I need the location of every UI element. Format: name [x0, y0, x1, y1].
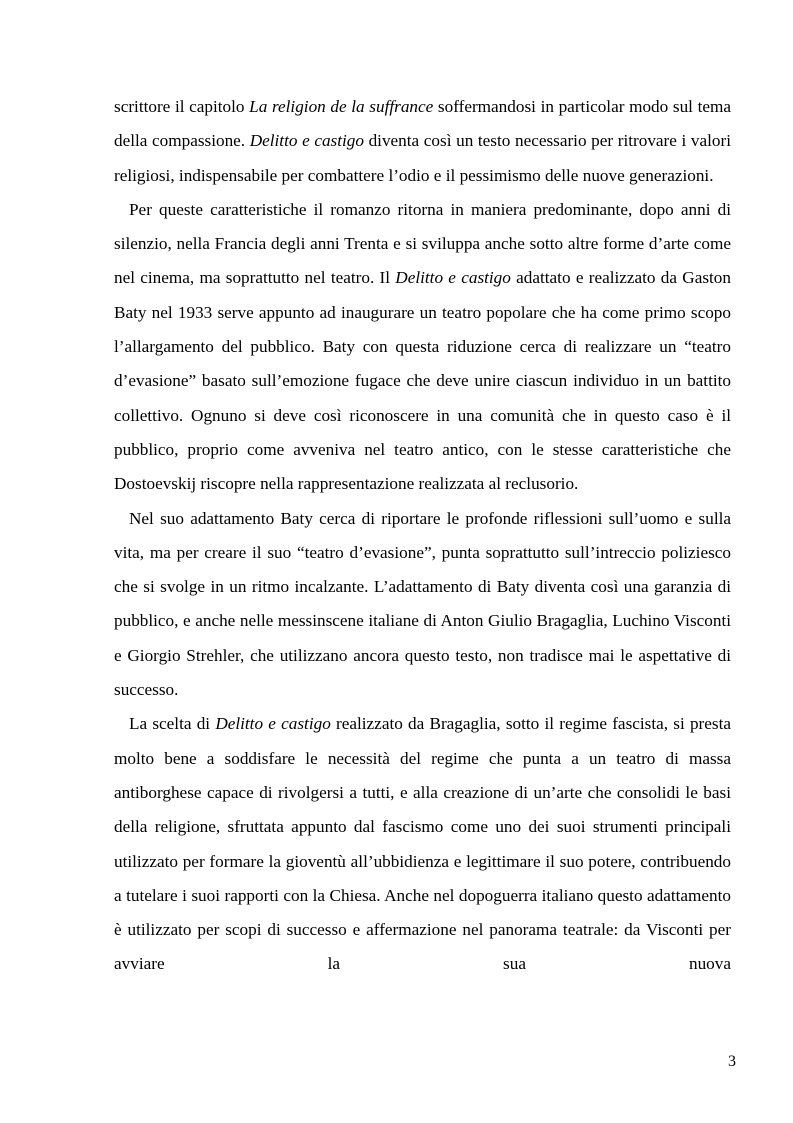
book-title: La religion de la suffrance	[249, 97, 434, 116]
paragraph	[114, 502, 731, 708]
paragraph	[114, 193, 731, 502]
book-title: Delitto e castigo	[395, 268, 511, 288]
paragraph-text: La scelta di	[129, 714, 216, 734]
paragraph	[114, 90, 731, 193]
paragraph	[114, 707, 731, 981]
paragraph-text: Nel suo adattamento Baty cerca di riportare le profonde riflessioni sull’uomo e sulla vita, ma per creare il suo “teatro d’evasione”, punta soprattutto sull’intreccio poliziesco che si svolge in un ritmo incalzante. L’adattamento di Baty diventa così una garanzia di pubblico, e anche nelle messinscene italiane di Anton Giulio Bragaglia, Luchino Visconti e Giorgio Strehler, che utilizzano ancora questo testo, non tradisce mai le aspettative di successo.	[114, 508, 731, 700]
page-number: 3	[728, 1053, 736, 1070]
paragraph-text: realizzato da Bragaglia, sotto il regime fascista, si presta molto bene a soddisfare le necessità del regime che punta a un teatro di massa antiborghese capace di rivolgersi a tutti, e alla creazione di un’arte che consolidi le basi della religione, sfruttata appunto dal fascismo come uno dei suoi strumenti principali utilizzato per formare la gioventù all’ubbidienza e legittimare il suo potere, contribuendo a tutelare i suoi rapporti con la Chiesa. Anche nel dopoguerra italiano questo adattamento è utilizzato per scopi di successo e affermazione nel panorama teatrale: da Visconti per avviare la sua nuova	[114, 714, 732, 974]
book-title: Delitto e castigo	[249, 131, 364, 151]
paragraph-text: diventa così un testo necessario per ritrovare i valori religiosi, indispensabile per combattere l’odio e il pessimismo delle nuove generazioni.	[114, 131, 731, 185]
paragraph-text: adattato e realizzato da Gaston Baty nel 1933 serve appunto ad inaugurare un teatro popolare che ha come primo scopo l’allargamento del pubblico. Baty con questa riduzione cerca di realizzare un “teatro d’evasione” basato sull’emozione fugace che deve unire ciascun individuo in un battito collettivo. Ognuno si deve così riconoscere in una comunità che in questo caso è il pubblico, proprio come avveniva nel teatro antico, con le stesse caratteristiche che Dostoevskij riscopre nella rappresentazione realizzata al reclusorio.	[114, 268, 731, 494]
paragraph-text: Per queste caratteristiche il romanzo ritorna in maniera predominante, dopo anni di silenzio, nella Francia degli anni Trenta e si sviluppa anche sotto altre forme d’arte come nel cinema, ma soprattutto nel teatro. Il	[114, 199, 731, 288]
paragraph-text: soffermandosi in particolar modo sul tema della compassione.	[114, 97, 731, 151]
paragraph-text: scrittore il capitolo	[114, 97, 250, 116]
book-title: Delitto e castigo	[215, 714, 331, 734]
document-body	[114, 90, 731, 982]
